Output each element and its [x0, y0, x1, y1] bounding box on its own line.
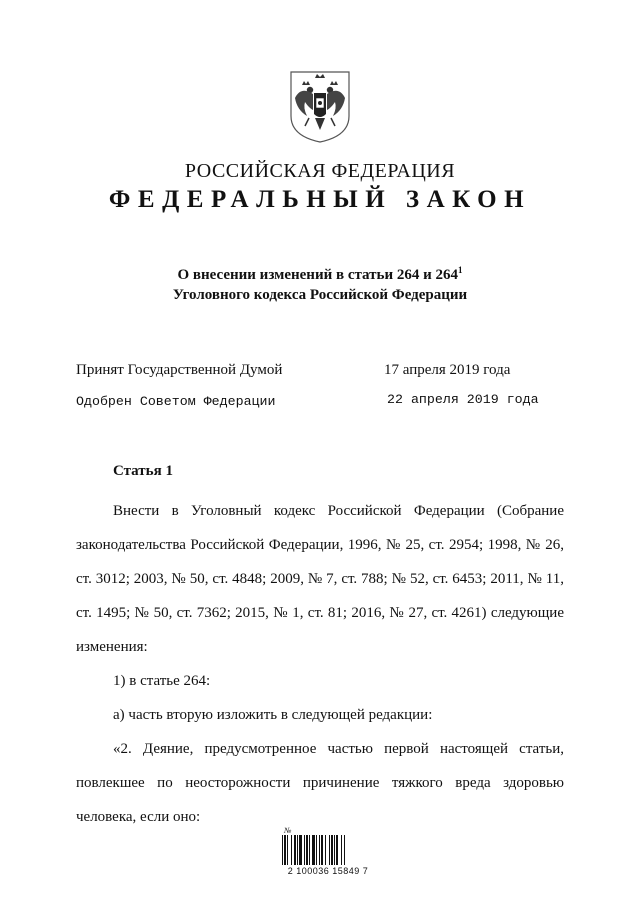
barcode-block	[268, 826, 388, 880]
paragraph: а) часть вторую изложить в следующей редакции:	[113, 707, 433, 723]
law-title-line-1	[0, 265, 640, 285]
article-heading: Статья 1	[113, 463, 173, 479]
barcode-bar	[331, 835, 333, 865]
barcode-number: 2 100036 15849 7	[287, 866, 369, 876]
barcode-bar	[282, 835, 283, 865]
barcode-bar	[309, 835, 310, 865]
coat-of-arms-icon	[285, 68, 355, 144]
barcode-bar	[287, 835, 288, 865]
adopted-date: 17 апреля 2019 года	[384, 362, 511, 378]
law-title-superscript: 1	[458, 265, 463, 275]
law-title-line-1-text: О внесении изменений в статьи 264 и 264	[177, 267, 458, 283]
barcode-icon	[282, 835, 376, 865]
document-type: ФЕДЕРАЛЬНЫЙ ЗАКОН	[108, 186, 532, 213]
barcode-bar	[336, 835, 338, 865]
paragraph: «2. Деяние, предусмотренное частью первой настоящей статьи, повлекшее по неосторожности причинение тяжкого вреда здоровью человека, если оно:	[76, 741, 564, 825]
approved-label: Одобрен Советом Федерации	[76, 394, 276, 409]
barcode-bar	[316, 835, 317, 865]
barcode-bar	[306, 835, 308, 865]
barcode-bar	[304, 835, 305, 865]
registration-stamp: №	[284, 826, 292, 835]
barcode-bar	[325, 835, 326, 865]
barcode-bar	[341, 835, 342, 865]
approved-date: 22 апреля 2019 года	[387, 392, 539, 407]
barcode-bar	[334, 835, 335, 865]
barcode-bar	[284, 835, 286, 865]
article-body	[76, 494, 564, 834]
law-title	[0, 265, 640, 305]
law-title-line-2: Уголовного кодекса Российской Федерации	[172, 287, 468, 303]
adopted-label: Принят Государственной Думой	[76, 362, 283, 378]
barcode-bar	[312, 835, 315, 865]
barcode-bar	[321, 835, 323, 865]
barcode-bar	[299, 835, 302, 865]
paragraph: 1) в статье 264:	[113, 673, 211, 689]
paragraph: Внести в Уголовный кодекс Российской Федерации (Собрание законодательства Российской Федерации, 1996, № 25, ст. 2954; 1998, № 26, ст. 3012; 2003, № 50, ст. 4848; 2009, № 7, ст. 788; № 52, ст. 6453; 2011, № 11, ст. 1495; № 50, ст. 7362; 2015, № 1, ст. 81; 2016, № 27, ст. 4261) следующие изменения:	[76, 503, 564, 655]
barcode-bar	[344, 835, 345, 865]
barcode-bar	[297, 835, 298, 865]
barcode-bar	[319, 835, 320, 865]
barcode-bar	[294, 835, 296, 865]
barcode-bar	[291, 835, 292, 865]
barcode-bar	[329, 835, 330, 865]
country-name: РОССИЙСКАЯ ФЕДЕРАЦИЯ	[184, 160, 456, 182]
